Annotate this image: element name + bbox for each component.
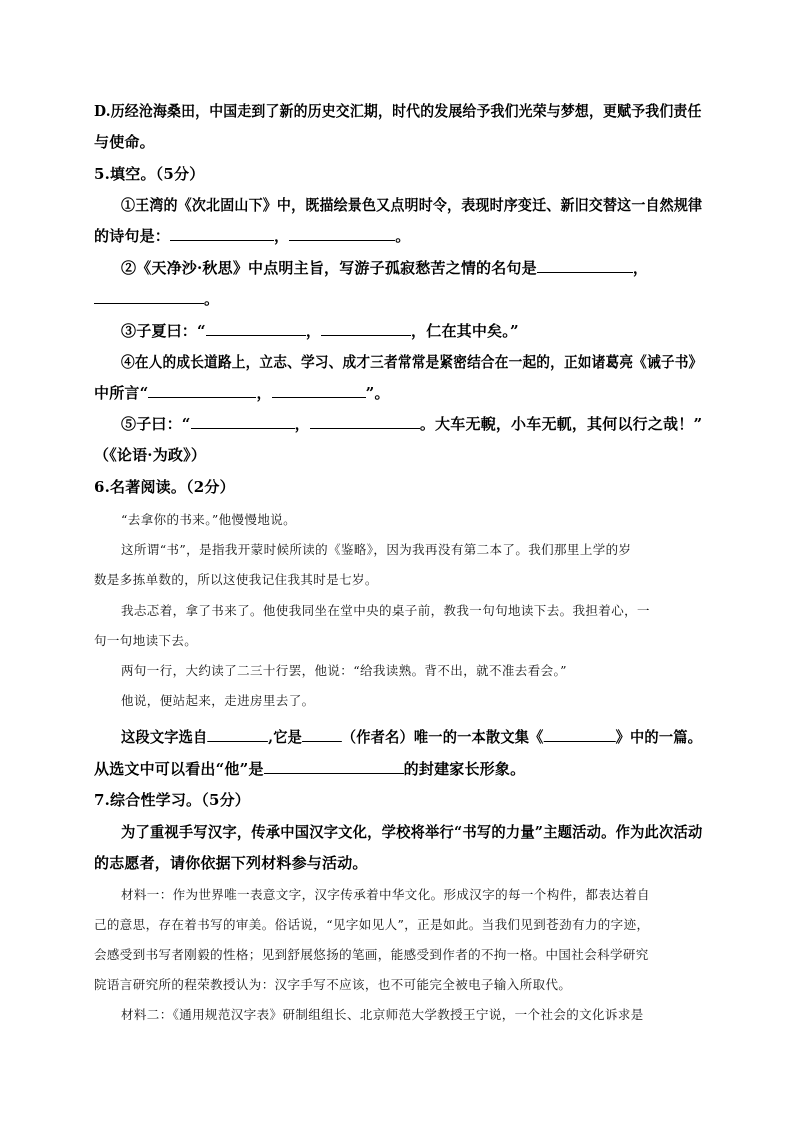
answer-blank[interactable] xyxy=(264,758,404,774)
q5-item4-line1: ④在人的成长道路上，立志、学习、成才三者常常是紧密结合在一起的，正如诸葛亮《诫子书》 xyxy=(121,353,703,371)
q7-material1-line4: 院语言研究所的程荣教授认为：汉字手写不应该，也不可能完全被电子输入所取代。 xyxy=(94,977,572,992)
q5-item4-comma: ， xyxy=(256,384,272,402)
answer-blank[interactable] xyxy=(289,225,395,241)
q7-intro-line1: 为了重视手写汉字，传承中国汉字文化，学校将举行“书写的力量”主题活动。作为此次活动 xyxy=(121,823,703,841)
q7-material1-line1: 材料一：作为世界唯一表意文字，汉字传承着中华文化。形成汉字的每一个构件，都表达着自 xyxy=(121,887,650,902)
q6-excerpt-p3-line2: 句一句地读下去。 xyxy=(94,633,198,648)
q6-heading: 6.名著阅读。（2分） xyxy=(94,478,235,496)
q6-excerpt-p1: “去拿你的书来。”他慢慢地说。 xyxy=(121,512,297,527)
q5-item2-line1 xyxy=(121,257,648,278)
q5-item3-prefix: ③子夏曰：“ xyxy=(121,322,206,340)
q6-q-part1: 这段文字选自 xyxy=(121,728,208,746)
q6-q-part6: 的封建家长形象。 xyxy=(403,760,526,778)
q6-q-part4: 》中的一篇。 xyxy=(615,728,703,746)
q6-excerpt-p3-line1: 我忐忑着，拿了书来了。他使我同坐在堂中央的桌子前，教我一句句地读下去。我担着心，一 xyxy=(121,603,650,618)
answer-blank[interactable] xyxy=(537,257,633,273)
q5-item1-line2 xyxy=(94,225,410,246)
answer-blank[interactable] xyxy=(148,382,256,398)
answer-blank[interactable] xyxy=(94,288,204,304)
q6-excerpt-p2-line1: 这所谓“书”，是指我开蒙时候所读的《鉴略》，因为我再没有第二本了。我们那里上学的岁 xyxy=(121,542,632,557)
q5-item5-prefix: ⑤子曰：“ xyxy=(121,415,191,433)
q6-question-line2 xyxy=(94,758,525,779)
q5-item2-line2 xyxy=(94,288,219,309)
q5-item1-prefix: 的诗句是： xyxy=(94,227,171,245)
answer-blank[interactable] xyxy=(206,320,306,336)
answer-blank[interactable] xyxy=(191,413,295,429)
answer-blank[interactable] xyxy=(207,726,268,742)
q5-item3 xyxy=(121,320,519,341)
q5-item3-comma: ， xyxy=(305,322,322,340)
answer-blank[interactable] xyxy=(310,413,420,429)
answer-blank[interactable] xyxy=(321,320,411,336)
q5-item2-end: 。 xyxy=(204,290,220,308)
q5-item1-comma: ， xyxy=(274,227,290,245)
q5-item5 xyxy=(121,413,702,434)
q7-material1-line2: 己的意思，存在着书写的审美。俗话说，“见字如见人”，正是如此。当我们见到苍劲有力的字迹， xyxy=(94,917,650,932)
q5-item4-end: ”。 xyxy=(365,384,390,402)
q4-option-d-line2: 与使命。 xyxy=(94,133,155,151)
q5-item1-line1: ①王湾的《次北固山下》中，既描绘景色又点明时令，表现时序变迁、新旧交替这一自然规律 xyxy=(121,196,703,214)
q5-item4-prefix: 中所言“ xyxy=(94,384,149,402)
q7-intro-line2: 的志愿者，请你依据下列材料参与活动。 xyxy=(94,854,368,872)
q5-item4-line2 xyxy=(94,382,390,403)
q6-q-part2: ,它是 xyxy=(268,728,303,746)
q4-option-d-line1: D.历经沧海桑田，中国走到了新的历史交汇期，时代的发展给予我们光荣与梦想，更赋予我们责任 xyxy=(94,102,702,120)
q6-excerpt-p4: 两句一行，大约读了二三十行罢，他说：“给我读熟。背不出，就不准去看会。” xyxy=(121,663,567,678)
answer-blank[interactable] xyxy=(544,726,616,742)
q7-material1-line3: 会感受到书写者刚毅的性格；见到舒展悠扬的笔画，能感受到作者的不拘一格。中国社会科学研究 xyxy=(94,947,649,962)
q5-item5-source: （《论语·为政》） xyxy=(94,446,207,464)
q5-item5-end: 。大车无輗，小车无軏，其何以行之哉！” xyxy=(419,415,703,433)
answer-blank[interactable] xyxy=(302,726,342,742)
q6-question-line1 xyxy=(121,726,702,747)
q5-heading: 5.填空。（5分） xyxy=(94,165,205,183)
q5-item1-end: 。 xyxy=(395,227,411,245)
q7-heading: 7.综合性学习。（5分） xyxy=(94,791,250,809)
answer-blank[interactable] xyxy=(272,382,366,398)
q5-item5-comma: ， xyxy=(294,415,310,433)
q6-q-part3: （作者名）唯一的一本散文集《 xyxy=(341,728,544,746)
q6-excerpt-p5: 他说，便站起来，走进房里去了。 xyxy=(121,693,315,708)
q5-item3-end: ，仁在其中矣。” xyxy=(411,322,519,340)
q7-material2-line1: 材料二：《通用规范汉字表》研制组组长、北京师范大学教授王宁说，一个社会的文化诉求是 xyxy=(121,1007,644,1022)
answer-blank[interactable] xyxy=(170,225,274,241)
q5-item2-text: ②《天净沙·秋思》中点明主旨，写游子孤寂愁苦之情的名句是 xyxy=(121,259,537,277)
q5-item2-comma: ， xyxy=(632,259,649,277)
q6-q-part5: 从选文中可以看出“他”是 xyxy=(94,760,264,778)
q6-excerpt-p2-line2: 数是多拣单数的，所以这使我记住我其时是七岁。 xyxy=(94,572,378,587)
